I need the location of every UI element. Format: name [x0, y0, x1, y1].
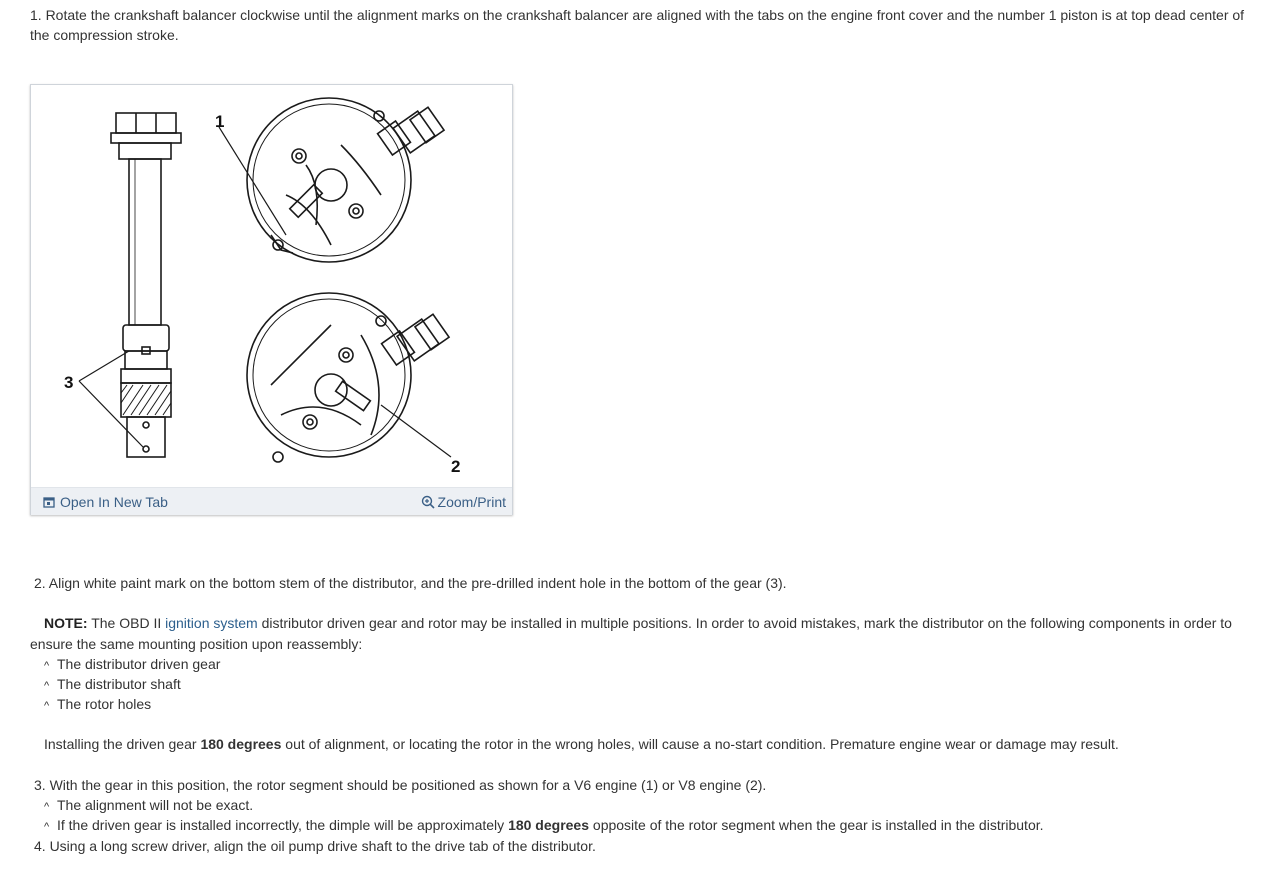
caret-bullet: ^ [44, 821, 50, 833]
step-3-bullet-list [44, 795, 1044, 835]
list-item [44, 694, 220, 714]
caret-bullet: ^ [44, 700, 50, 712]
distributor-diagram [31, 85, 512, 487]
warning-post: out of alignment, or locating the rotor in the wrong holes, will cause a no-start condition. Premature engine wear or damage may result. [281, 736, 1119, 752]
figure-toolbar [31, 487, 512, 515]
open-in-new-tab-link[interactable] [43, 492, 168, 512]
list-item [44, 654, 220, 674]
note-text-post: distributor driven gear and rotor may be installed in multiple positions. In order to avoid mistakes, mark the distributor on the following components in order to ensure the same mounting position upon reassembly: [30, 615, 1232, 652]
zoom-print-link[interactable] [421, 492, 506, 512]
callout-2: 2 [451, 457, 461, 476]
open-in-new-tab-label: Open In New Tab [60, 494, 168, 510]
warning-pre: Installing the driven gear [44, 736, 201, 752]
caret-bullet: ^ [44, 801, 50, 813]
caret-bullet: ^ [44, 660, 50, 672]
callout-3: 3 [64, 373, 74, 392]
bullet-bold: 180 degrees [508, 817, 590, 833]
caret-bullet: ^ [44, 680, 50, 692]
warning-text [44, 734, 1119, 754]
open-new-tab-icon [43, 496, 55, 508]
distributor-figure [30, 84, 513, 515]
list-item [44, 815, 1044, 835]
note-text-pre: The OBD II [87, 615, 166, 631]
bullet-text-post: opposite of the rotor segment when the gear is installed in the distributor. [589, 817, 1044, 833]
warning-bold: 180 degrees [200, 736, 282, 752]
step-2-text: 2. Align white paint mark on the bottom stem of the distributor, and the pre-drilled indent hole in the bottom of the gear (3). [34, 575, 787, 591]
note-block [30, 613, 1260, 655]
magnifier-icon [421, 495, 435, 509]
callout-1: 1 [215, 112, 225, 131]
bullet-text: The alignment will not be exact. [57, 797, 254, 813]
bullet-text: If the driven gear is installed incorrectly, the dimple will be approximately [57, 817, 509, 833]
bullet-text: The distributor driven gear [57, 656, 221, 672]
step-3-text: 3. With the gear in this position, the rotor segment should be positioned as shown for a V6 engine (1) or V8 engine (2). [34, 777, 767, 793]
list-item [44, 674, 220, 694]
zoom-print-label: Zoom/Print [437, 494, 506, 510]
note-label: NOTE: [44, 615, 88, 631]
bullet-text: The rotor holes [57, 696, 152, 712]
list-item [44, 795, 1044, 815]
ignition-system-link[interactable]: ignition system [165, 615, 258, 631]
bullet-text: The distributor shaft [57, 676, 181, 692]
note-bullet-list [44, 654, 220, 714]
step-1-text: 1. Rotate the crankshaft balancer clockwise until the alignment marks on the crankshaft balancer are aligned with the tabs on the engine front cover and the number 1 piston is at top dead center of the compression stroke. [30, 7, 1245, 43]
step-4-text: 4. Using a long screw driver, align the oil pump drive shaft to the drive tab of the distributor. [34, 838, 596, 854]
distributor-illustration [31, 85, 512, 487]
